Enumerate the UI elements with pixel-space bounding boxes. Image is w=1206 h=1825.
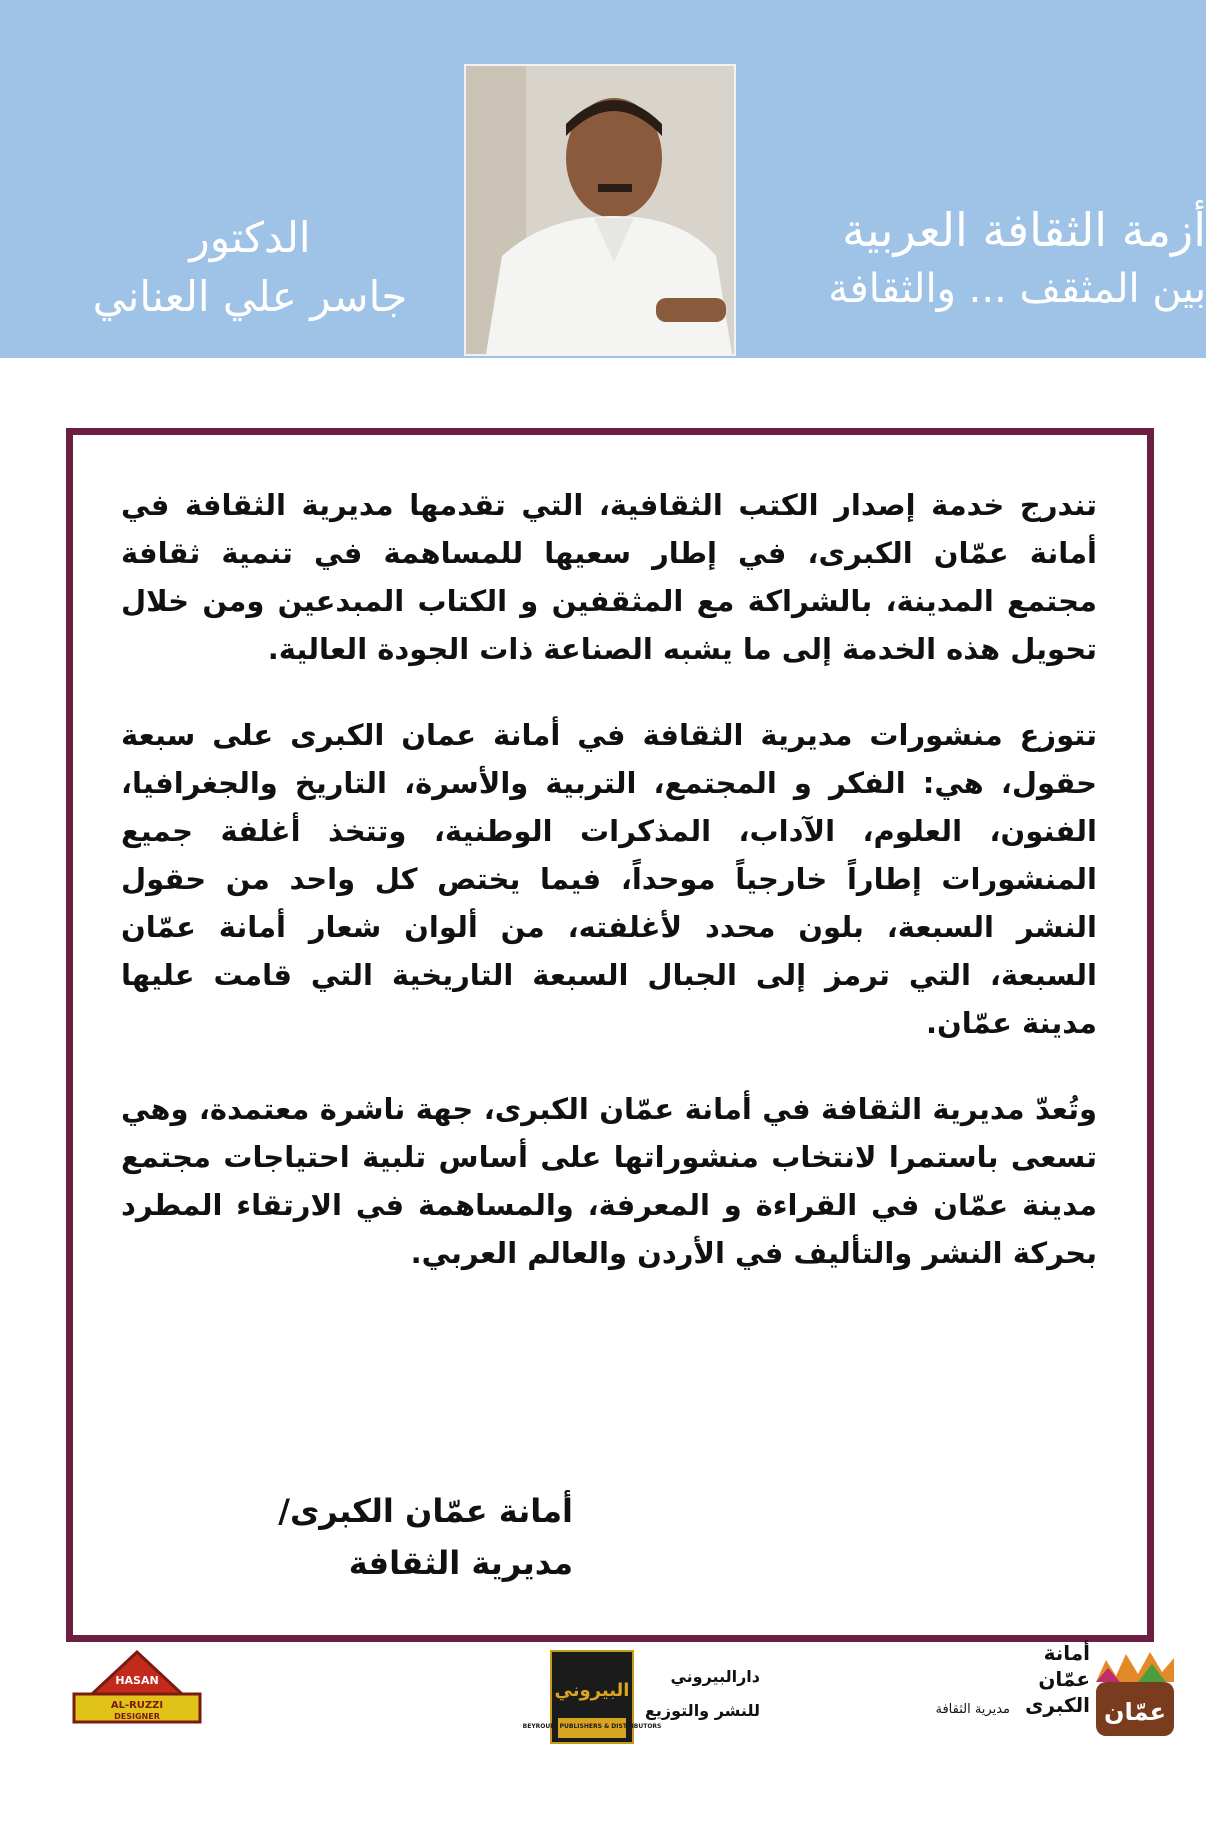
publisher-tagline: للنشر والتوزيع [644,1701,760,1720]
amman-logo-icon [1094,1642,1176,1738]
amman-logo-text: عمّان [1104,1698,1166,1726]
body-text [121,481,1097,1315]
book-title-block [761,200,1206,350]
amman-name-line-3: الكبرى [1025,1693,1090,1717]
amman-name-line-2: عمّان [1038,1667,1090,1691]
paragraph-2: تتوزع منشورات مديرية الثقافة في أمانة عمان الكبرى على سبعة حقول، هي: الفكر و المجتمع، التربية والأسرة، التاريخ والجغرافيا، الفنون، العلوم، الآداب، المذكرات الوطنية، وتتخذ أغلفة جميع المنشورات إطاراً خارجياً موحداً، فيما يختص كل واحد من حقول النشر السبعة، بلون محدد لأغلفته، من ألوان شعار أمانة عمّان السبعة، التي ترمز إلى الجبال السبعة التاريخية التي قامت عليها مدينة عمّان. [121,718,1097,1040]
paragraph-3: وتُعدّ مديرية الثقافة في أمانة عمّان الكبرى، جهة ناشرة معتمدة، وهي تسعى باستمرا لانتخاب منشوراتها على أساس تلبية احتياجات مجتمع مدينة عمّان في القراءة و المعرفة، والمساهمة في الارتقاء المطرد بحركة النشر والتأليف في الأردن والعالم العربي. [121,1092,1097,1270]
author-photo [464,64,736,356]
book-subtitle: بين المثقف ... والثقافة [828,266,1206,312]
designer-logo [72,1648,202,1726]
amman-name [1020,1640,1090,1718]
svg-text:DESIGNER: DESIGNER [114,1712,160,1721]
amman-name-line-1: أمانة [1043,1641,1090,1665]
publisher-logo-latin: BEYROUNI PUBLISHERS & DISTRIBUTORS [522,1723,662,1730]
author-block [60,210,440,350]
publisher-text [640,1660,760,1728]
author-title: الدكتور [189,213,311,262]
svg-text:AL-RUZZI: AL-RUZZI [110,1700,164,1711]
book-title: أزمة الثقافة العربية [842,203,1206,257]
signature [133,1485,573,1589]
signature-line-1: أمانة عمّان الكبرى/ [278,1492,573,1530]
publisher-logo-text: البيروني [554,1680,630,1701]
author-name: جاسر علي العناني [92,272,408,321]
signature-line-2: مديرية الثقافة [348,1544,573,1582]
paragraph-1: تندرج خدمة إصدار الكتب الثقافية، التي تقدمها مديرية الثقافة في أمانة عمّان الكبرى، في إطار سعيها للمساهمة في تنمية ثقافة مجتمع المدينة، بالشراكة مع المثقفين و الكتاب المبدعين ومن خلال تحويل هذه الخدمة إلى ما يشبه الصناعة ذات الجودة العالية. [121,488,1097,666]
publisher-name: دارالبيروني [670,1667,760,1686]
text-frame [66,428,1154,1642]
svg-text:HASAN: HASAN [115,1674,159,1687]
amman-dept: مديرية الثقافة [935,1702,1010,1717]
publisher-logo [522,1650,662,1744]
